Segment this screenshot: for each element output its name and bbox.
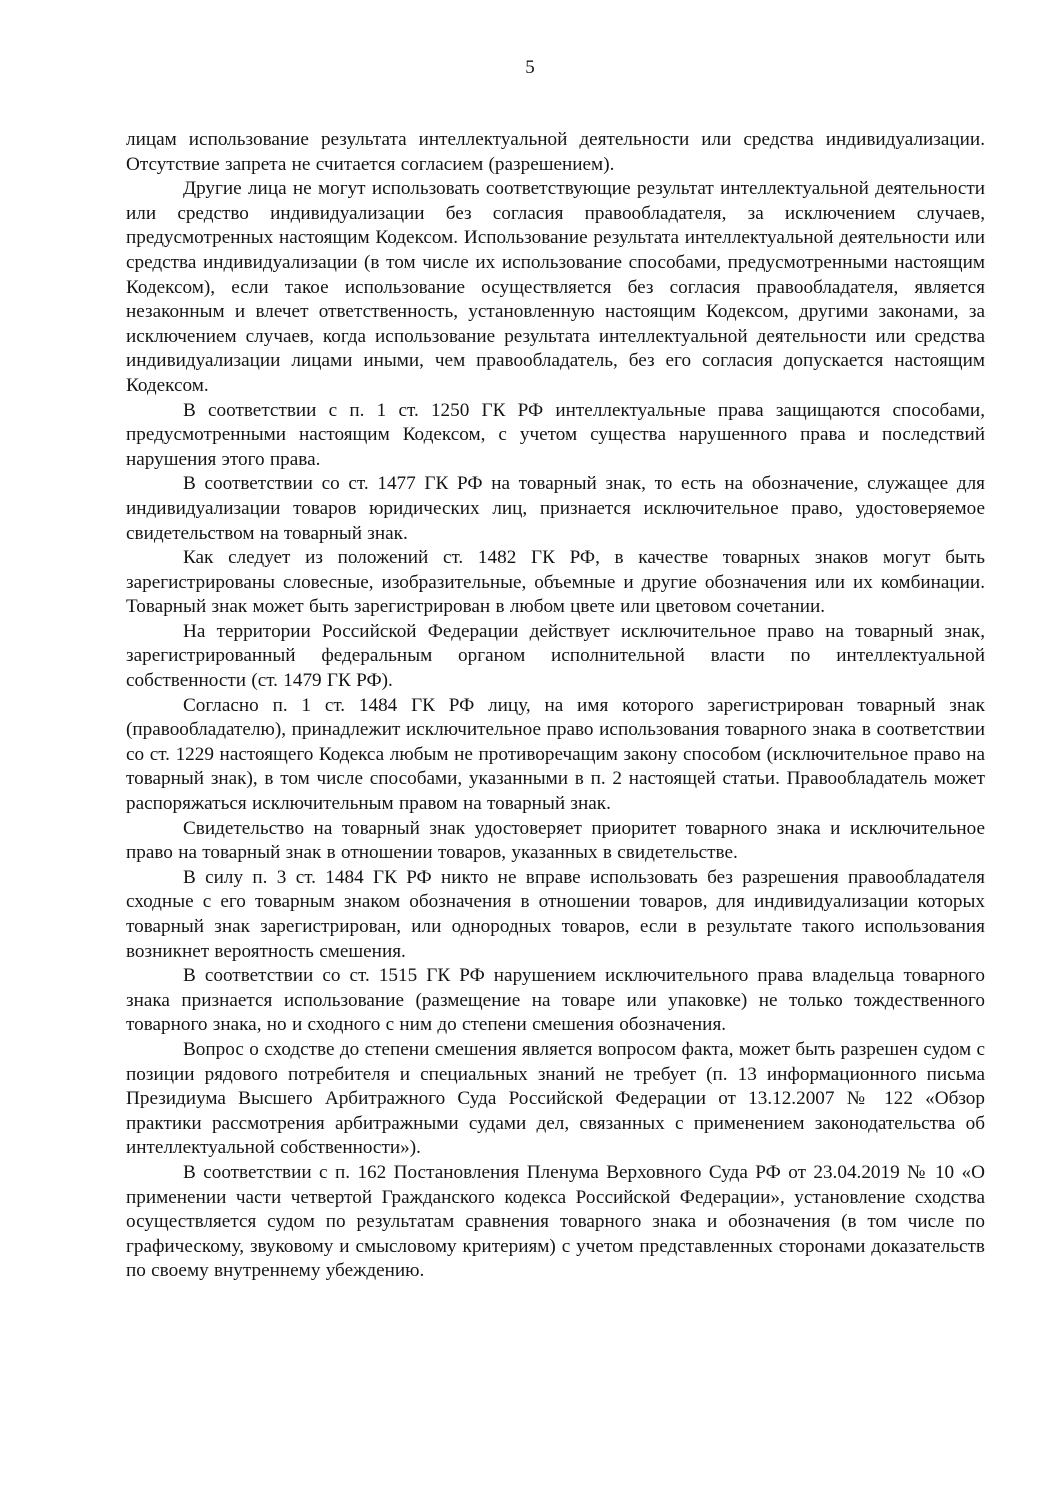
paragraph: В соответствии с п. 162 Постановления Пленума Верховного Суда РФ от 23.04.2019 № 10 «О применении части четвертой Гражданского кодекса Российской Федерации», установление сходства осуществляется судом по результатам сравнения товарного знака и обозначения (в том числе по графическому, звуковому и смысловому критериям) с учетом представленных сторонами доказательств по своему внутреннему убеждению.: [126, 1161, 985, 1282]
paragraph: Другие лица не могут использовать соответствующие результат интеллектуальной деятельности или средство индивидуализации без согласия правообладателя, за исключением случаев, предусмотренных настоящим Кодексом. Использование результата интеллектуальной деятельности или средства индивидуализации (в том числе их использование способами, предусмотренными настоящим Кодексом), если такое использование осуществляется без согласия правообладателя, является незаконным и влечет ответственность, установленную настоящим Кодексом, другими законами, за исключением случаев, когда использование результата интеллектуальной деятельности или средства индивидуализации лицами иными, чем правообладатель, без его согласия допускается настоящим Кодексом.: [126, 178, 985, 396]
paragraph: Как следует из положений ст. 1482 ГК РФ, в качестве товарных знаков могут быть зарегистрированы словесные, изобразительные, объемные и другие обозначения или их комбинации. Товарный знак может быть зарегистрирован в любом цвете или цветовом сочетании.: [126, 547, 985, 618]
paragraph: лицам использование результата интеллектуальной деятельности или средства индивидуализации. Отсутствие запрета не считается согласием (разрешением).: [126, 129, 985, 175]
paragraph: Свидетельство на товарный знак удостоверяет приоритет товарного знака и исключительное право на товарный знак в отношении товаров, указанных в свидетельстве.: [126, 817, 985, 864]
paragraph: В соответствии со ст. 1477 ГК РФ на товарный знак, то есть на обозначение, служащее для индивидуализации товаров юридических лиц, признается исключительное право, удостоверяемое свидетельством на товарный знак.: [126, 473, 985, 544]
paragraph: Согласно п. 1 ст. 1484 ГК РФ лицу, на имя которого зарегистрирован товарный знак (правообладателю), принадлежит исключительное право использования товарного знака в соответствии со ст. 1229 настоящего Кодекса любым не противоречащим закону способом (исключительное право на товарный знак), в том числе способами, указанными в п. 2 настоящей статьи. Правообладатель может распоряжаться исключительным правом на товарный знак.: [126, 694, 985, 815]
paragraph: В силу п. 3 ст. 1484 ГК РФ никто не вправе использовать без разрешения правообладателя сходные с его товарным знаком обозначения в отношении товаров, для индивидуализации которых товарный знак зарегистрирован, или однородных товаров, если в результате такого использования возникнет вероятность смешения.: [126, 866, 985, 962]
paragraph: В соответствии с п. 1 ст. 1250 ГК РФ интеллектуальные права защищаются способами, предусмотренными настоящим Кодексом, с учетом существа нарушенного права и последствий нарушения этого права.: [126, 399, 985, 470]
page-number: 5: [525, 57, 535, 78]
paragraph: Вопрос о сходстве до степени смешения является вопросом факта, может быть разрешен судом с позиции рядового потребителя и специальных знаний не требует (п. 13 информационного письма Президиума Высшего Арбитражного Суда Российской Федерации от 13.12.2007 № 122 «Обзор практики рассмотрения арбитражными судами дел, связанных с применением законодательства об интеллектуальной собственности»).: [126, 1038, 985, 1159]
document-body: [126, 128, 985, 1284]
paragraph: На территории Российской Федерации действует исключительное право на товарный знак, зарегистрированный федеральным органом исполнительной власти по интеллектуальной собственности (ст. 1479 ГК РФ).: [126, 620, 985, 692]
paragraph: В соответствии со ст. 1515 ГК РФ нарушением исключительного права владельца товарного знака признается использование (размещение на товаре или упаковке) не только тождественного товарного знака, но и сходного с ним до степени смешения обозначения.: [126, 965, 985, 1036]
